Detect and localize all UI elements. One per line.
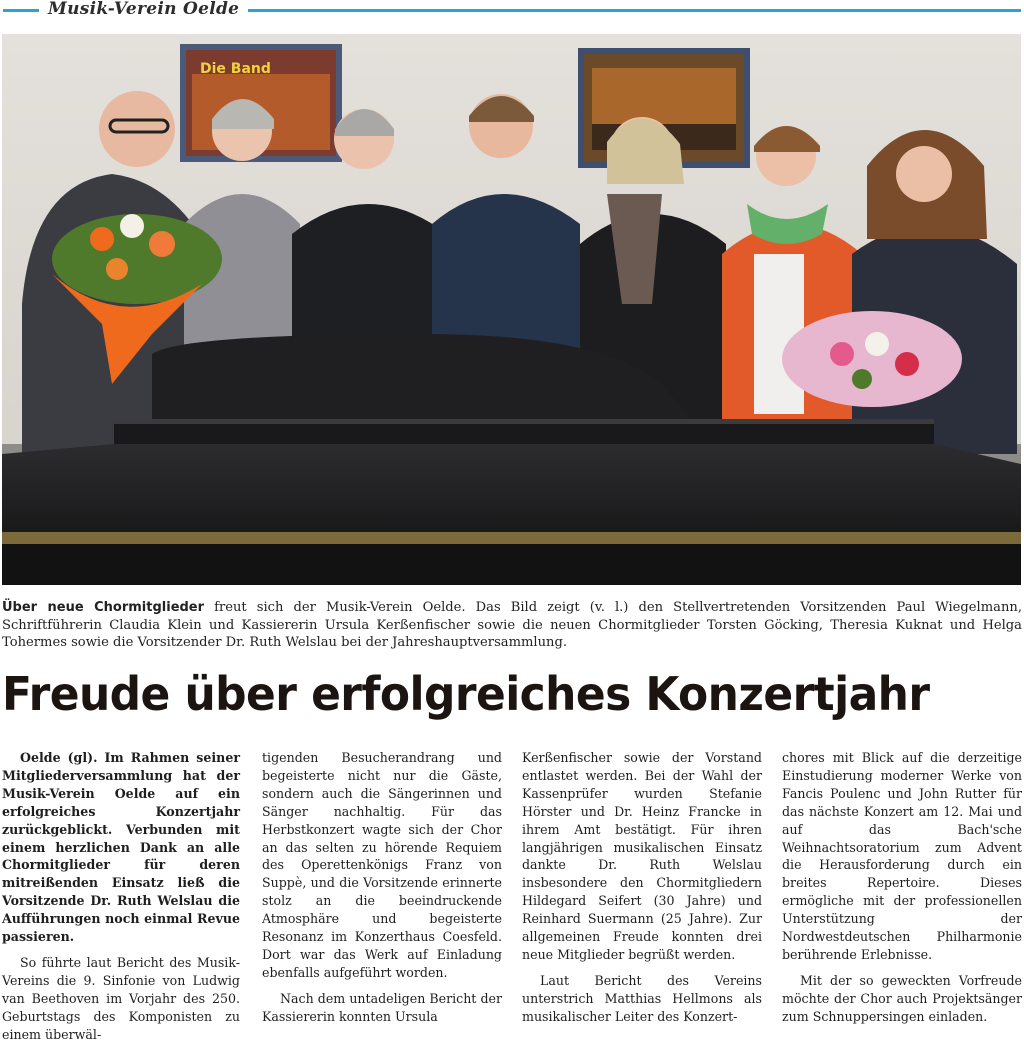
article-column-3: [522, 749, 762, 1026]
article-paragraph: So führte laut Bericht des Musik-Vereins die 9. Sinfonie von Ludwig van Beethoven im Vorjahr des 250. Geburtstags des Komponisten zu einem überwäl-: [2, 954, 240, 1042]
article-paragraph: Laut Bericht des Vereins unterstrich Matthias Hellmons als musikalischer Leiter des Konzert-: [522, 972, 762, 1024]
bouquet-right: [782, 311, 962, 407]
article-lead-paragraph: Oelde (gl). Im Rahmen seiner Mitgliederversammlung hat der Musik-Verein Oelde auf ein erfolgreiches Konzertjahr zurückgeblickt. Verbunden mit einem herzlichen Dank an alle Chormitglieder für deren mitreißenden Einsatz ließ die Vorsitzende Dr. Ruth Welslau die Aufführungen noch einmal Revue passieren.: [2, 750, 240, 945]
section-title: Musik-Verein Oelde: [48, 0, 240, 19]
article-paragraph: tigenden Besucherandrang und begeisterte nicht nur die Gäste, sondern auch die Sängerinnen und Sänger nachhaltig. Für das Herbstkonzert wagte sich der Chor an das selten zu hörende Requiem des Operettenkönigs Franz von Suppè, und die Vorsitzende erinnerte stolz an die beeindruckende Atmosphäre und begeisterte Resonanz im Konzerthaus Coesfeld. Dort war das Werk auf Einladung ebenfalls aufgeführt worden.: [262, 750, 502, 980]
article-paragraph: chores mit Blick auf die derzeitige Einstudierung moderner Werke von Fancis Poulenc und John Rutter für das nächste Konzert am 12. Mai und auf das Bach'sche Weihnachtsoratorium zum Advent die Herausforderung durch ein breites Repertoire. Dieses ermögliche mit der professionellen Unterstützung der Nordwestdeutschen Philharmonie berührende Erlebnisse.: [782, 750, 1022, 962]
article-column-1: [2, 749, 240, 1044]
poster-left-text: Die Band: [200, 61, 271, 77]
header-rule-left: [3, 9, 39, 12]
group-photo: [2, 34, 1021, 585]
header-rule-right: [248, 9, 1021, 12]
article-paragraph: Kerßenfischer sowie der Vorstand entlastet werden. Bei der Wahl der Kassenprüfer wurden Stefanie Hörster und Dr. Heinz Francke in ihrem Amt bestätigt. Für ihren langjährigen musikalischen Einsatz dankte Dr. Ruth Welslau insbesondere den Chormitgliedern Hildegard Seifert (30 Jahre) und Reinhard Suermann (25 Jahre). Zur allgemeinen Freude konnten drei neue Mitglieder begrüßt werden.: [522, 750, 762, 962]
article-paragraph: Mit der so geweckten Vorfreude möchte der Chor auch Projektsänger zum Schnuppersingen einladen.: [782, 972, 1022, 1024]
section-header: [0, 0, 1024, 22]
article-column-4: [782, 749, 1022, 1026]
caption-lead: Über neue Chormitglieder: [2, 600, 205, 615]
caption-text: freut sich der Musik-Verein Oelde. Das Bild zeigt (v. l.) den Stellvertretenden Vorsitzenden Paul Wiegelmann, Schriftführerin Claudia Klein und Kassiererin Ursula Kerßenfischer sowie die neuen Chormitglieder Torsten Göcking, Theresia Kuknat und Helga Tohermes sowie die Vorsitzender Dr. Ruth Welslau bei der Jahreshauptversammlung.: [2, 600, 1022, 650]
article-paragraph: Nach dem untadeligen Bericht der Kassiererin konnten Ursula: [262, 990, 502, 1024]
article-column-2: [262, 749, 502, 1026]
article-headline: Freude über erfolgreiches Konzertjahr: [2, 667, 930, 721]
photo-caption: [2, 599, 1022, 652]
